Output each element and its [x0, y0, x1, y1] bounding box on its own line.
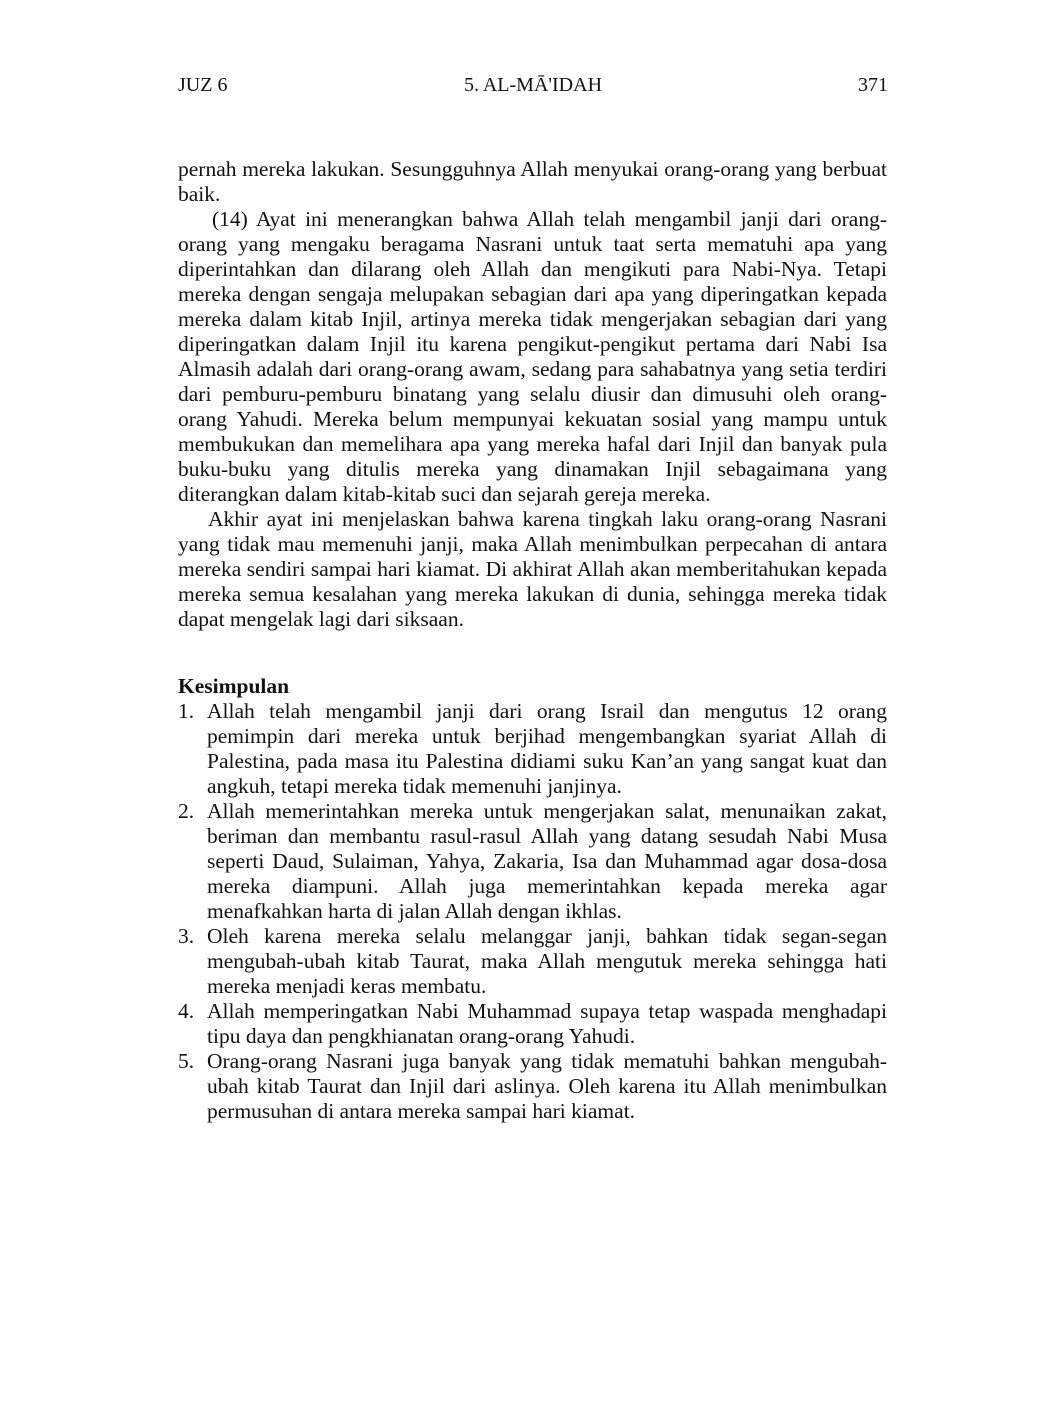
list-item-text: Allah telah mengambil janji dari orang Israil dan mengutus 12 orang pemimpin dari mereka untuk berjihad mengembangkan syariat Allah di Palestina, pada masa itu Palestina didiami suku Kan’an yang sangat kuat dan angkuh, tetapi mereka tidak memenuhi janjinya.: [207, 699, 887, 798]
list-item-text: Allah memperingatkan Nabi Muhammad supaya tetap waspada menghadapi tipu daya dan pengkhianatan orang-orang Yahudi.: [207, 999, 887, 1048]
paragraph-continuation: pernah mereka lakukan. Sesungguhnya Allah menyukai orang-orang yang berbuat baik.: [178, 157, 887, 206]
list-marker: 5.: [178, 1049, 195, 1073]
surah-title: 5. AL-MĀ'IDAH: [463, 74, 603, 96]
page-header: [178, 72, 888, 98]
page-number: 371: [858, 74, 888, 96]
list-item: [178, 924, 887, 999]
juz-label: JUZ 6: [178, 74, 228, 96]
list-item-text: Allah memerintahkan mereka untuk mengerjakan salat, menunaikan zakat, beriman dan membantu rasul-rasul Allah yang datang sesudah Nabi Musa seperti Daud, Sulaiman, Yahya, Zakaria, Isa dan Muhammad agar dosa-dosa mereka diampuni. Allah juga memerintahkan kepada mereka agar menafkahkan harta di jalan Allah dengan ikhlas.: [207, 799, 887, 923]
list-marker: 4.: [178, 999, 195, 1023]
conclusion-heading: Kesimpulan: [178, 674, 290, 698]
list-item-text: Orang-orang Nasrani juga banyak yang tidak mematuhi bahkan mengubah-ubah kitab Taurat dan Injil dari aslinya. Oleh karena itu Allah menimbulkan permusuhan di antara mereka sampai hari kiamat.: [207, 1049, 887, 1123]
paragraph-verse-14: (14) Ayat ini menerangkan bahwa Allah telah mengambil janji dari orang-orang yang mengaku beragama Nasrani untuk taat serta mematuhi apa yang diperintahkan dan dilarang oleh Allah dan mengikuti para Nabi-Nya. Tetapi mereka dengan sengaja melupakan sebagian dari apa yang diperingatkan kepada mereka dalam kitab Injil, artinya mereka tidak mengerjakan sebagian dari yang diperingatkan dalam Injil itu karena pengikut-pengikut pertama dari Nabi Isa Almasih adalah dari orang-orang awam, sedang para sahabatnya yang setia terdiri dari pemburu-pemburu binatang yang selalu diusir dan dimusuhi oleh orang-orang Yahudi. Mereka belum mempunyai kekuatan sosial yang mampu untuk membukukan dan memelihara apa yang mereka hafal dari Injil dan banyak pula buku-buku yang ditulis mereka yang dinamakan Injil sebagaimana yang diterangkan dalam kitab-kitab suci dan sejarah gereja mereka.: [178, 207, 887, 506]
list-marker: 1.: [178, 699, 195, 723]
list-marker: 3.: [178, 924, 195, 948]
paragraph-closing: Akhir ayat ini menjelaskan bahwa karena tingkah laku orang-orang Nasrani yang tidak mau memenuhi janji, maka Allah menimbulkan perpecahan di antara mereka sendiri sampai hari kiamat. Di akhirat Allah akan memberitahukan kepada mereka semua kesalahan yang mereka lakukan di dunia, sehingga mereka tidak dapat mengelak lagi dari siksaan.: [178, 507, 887, 631]
conclusion-list: [178, 699, 887, 1124]
list-item: [178, 699, 887, 799]
list-item-text: Oleh karena mereka selalu melanggar janji, bahkan tidak segan-segan mengubah-ubah kitab Taurat, maka Allah mengutuk mereka sehingga hati mereka menjadi keras membatu.: [207, 924, 887, 998]
list-item: [178, 999, 887, 1049]
list-item: [178, 799, 887, 924]
list-item: [178, 1049, 887, 1124]
list-marker: 2.: [178, 799, 195, 823]
page-content: [178, 157, 887, 1124]
